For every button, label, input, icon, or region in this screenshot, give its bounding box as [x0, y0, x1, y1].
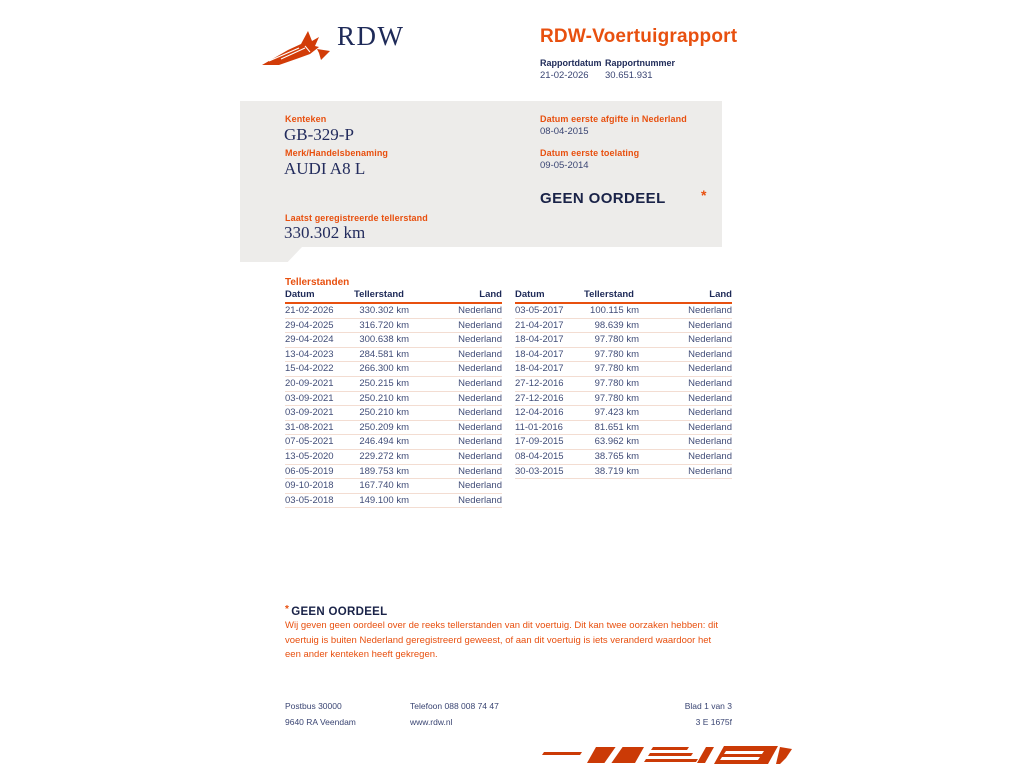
- footer-website: www.rdw.nl: [410, 717, 453, 727]
- table-row: [285, 479, 502, 494]
- logo-wordmark: RDW: [337, 21, 405, 51]
- cell-land: Nederland: [458, 480, 502, 492]
- header-tellerstand: Tellerstand: [584, 289, 634, 300]
- cell-tellerstand: 250.215 km: [359, 377, 409, 389]
- cell-tellerstand: 250.210 km: [359, 407, 409, 419]
- rapportnummer-label: Rapportnummer: [605, 58, 676, 68]
- table-row: [285, 406, 502, 421]
- cell-tellerstand: 250.210 km: [359, 392, 409, 404]
- table-row: [285, 421, 502, 436]
- toelating-label: Datum eerste toelating: [540, 148, 640, 158]
- table-row: [285, 435, 502, 450]
- cell-datum: 31-08-2021: [285, 421, 334, 433]
- cell-datum: 27-12-2016: [515, 377, 564, 389]
- cell-tellerstand: 38.719 km: [594, 465, 639, 477]
- cell-tellerstand: 97.423 km: [594, 407, 639, 419]
- table-row: [515, 406, 732, 421]
- footer-address-line1: Postbus 30000: [285, 701, 342, 711]
- cell-datum: 12-04-2016: [515, 407, 564, 419]
- cell-datum: 11-01-2016: [515, 421, 563, 433]
- footer-phone: Telefoon 088 008 74 47: [410, 701, 499, 711]
- tellerstanden-table-right: [515, 289, 732, 479]
- footer-address: [285, 698, 356, 730]
- footer-contact: [410, 698, 499, 730]
- table-row: [515, 304, 732, 319]
- cell-land: Nederland: [458, 436, 502, 448]
- cell-land: Nederland: [688, 465, 732, 477]
- cell-datum: 20-09-2021: [285, 377, 334, 389]
- table-row: [515, 348, 732, 363]
- cell-land: Nederland: [688, 392, 732, 404]
- cell-tellerstand: 284.581 km: [359, 348, 409, 360]
- table-row: [285, 494, 502, 509]
- afgifte-label: Datum eerste afgifte in Nederland: [540, 114, 687, 124]
- footnote-title: [285, 604, 387, 618]
- oordeel-asterisk: *: [701, 187, 707, 203]
- cell-land: Nederland: [458, 319, 502, 331]
- cell-tellerstand: 266.300 km: [359, 363, 409, 375]
- cell-land: Nederland: [688, 319, 732, 331]
- cell-tellerstand: 97.780 km: [594, 377, 639, 389]
- table-row: [515, 377, 732, 392]
- toelating-value: 09-05-2014: [540, 160, 589, 171]
- table-row: [515, 362, 732, 377]
- cell-datum: 07-05-2021: [285, 436, 334, 448]
- table-row: [285, 465, 502, 480]
- rdw-wing-logo-icon: [261, 26, 333, 68]
- laatste-tellerstand-value: 330.302 km: [284, 223, 366, 242]
- bottom-wing-stripes-graphic: [540, 740, 792, 768]
- footer-pagination: [600, 698, 732, 730]
- cell-land: Nederland: [688, 363, 732, 375]
- cell-datum: 15-04-2022: [285, 363, 334, 375]
- cell-land: Nederland: [458, 348, 502, 360]
- cell-tellerstand: 250.209 km: [359, 421, 409, 433]
- laatste-tellerstand-label: Laatst geregistreerde tellerstand: [285, 213, 428, 223]
- page-title: RDW-Voertuigrapport: [540, 26, 738, 47]
- cell-datum: 17-09-2015: [515, 436, 564, 448]
- cell-datum: 03-09-2021: [285, 392, 334, 404]
- cell-tellerstand: 63.962 km: [594, 436, 639, 448]
- oordeel-status: GEEN OORDEEL: [540, 190, 666, 207]
- table-row: [515, 450, 732, 465]
- footnote-title-text: GEEN OORDEEL: [291, 606, 388, 618]
- afgifte-value: 08-04-2015: [540, 126, 589, 137]
- kenteken-value: GB-329-P: [284, 125, 354, 144]
- tellerstanden-section-title: Tellerstanden: [285, 277, 350, 288]
- cell-datum: 18-04-2017: [515, 348, 564, 360]
- cell-tellerstand: 229.272 km: [359, 450, 409, 462]
- cell-land: Nederland: [458, 377, 502, 389]
- table-row: [285, 377, 502, 392]
- cell-datum: 09-10-2018: [285, 480, 334, 492]
- table-row: [515, 421, 732, 436]
- cell-tellerstand: 149.100 km: [359, 494, 409, 506]
- cell-tellerstand: 100.115 km: [590, 305, 639, 316]
- table-row: [285, 333, 502, 348]
- cell-land: Nederland: [688, 348, 732, 360]
- rapportnummer-value: 30.651.931: [605, 70, 653, 81]
- cell-land: Nederland: [688, 377, 732, 389]
- header-land: Land: [479, 289, 502, 300]
- cell-datum: 27-12-2016: [515, 392, 564, 404]
- cell-land: Nederland: [688, 450, 732, 462]
- cell-tellerstand: 97.780 km: [594, 363, 639, 375]
- cell-tellerstand: 316.720 km: [359, 319, 409, 331]
- cell-land: Nederland: [688, 421, 732, 433]
- cell-datum: 29-04-2024: [285, 334, 334, 346]
- table-row: [285, 319, 502, 334]
- cell-datum: 03-09-2021: [285, 407, 334, 419]
- footnote-body: Wij geven geen oordeel over de reeks tellerstanden van dit voertuig. Dit kan twee oorzaken hebben: dit voertuig is buiten Nederland geregistreerd geweest, of aan dit voertuig is iets veranderd waardoor het een ander kenteken heeft gekregen.: [285, 620, 719, 660]
- cell-datum: 03-05-2017: [515, 305, 564, 316]
- cell-land: Nederland: [458, 392, 502, 404]
- cell-tellerstand: 330.302 km: [359, 305, 409, 316]
- cell-land: Nederland: [458, 305, 502, 316]
- footer-address-line2: 9640 RA Veendam: [285, 717, 356, 727]
- cell-tellerstand: 81.651 km: [594, 421, 639, 433]
- cell-land: Nederland: [688, 334, 732, 346]
- cell-tellerstand: 38.765 km: [594, 450, 639, 462]
- cell-tellerstand: 300.638 km: [359, 334, 409, 346]
- table-row: [285, 304, 502, 319]
- table-row: [285, 348, 502, 363]
- table-header: [515, 289, 732, 304]
- cell-land: Nederland: [458, 421, 502, 433]
- rapportdatum-label: Rapportdatum: [540, 58, 602, 68]
- table-header: [285, 289, 502, 304]
- vehicle-summary-box-tail: [240, 247, 302, 262]
- header-datum: Datum: [285, 289, 315, 300]
- cell-land: Nederland: [458, 363, 502, 375]
- cell-tellerstand: 98.639 km: [594, 319, 639, 331]
- merk-value: AUDI A8 L: [284, 159, 366, 178]
- table-row: [515, 333, 732, 348]
- cell-datum: 21-04-2017: [515, 319, 564, 331]
- kenteken-label: Kenteken: [285, 114, 327, 124]
- table-row: [285, 362, 502, 377]
- table-row: [285, 450, 502, 465]
- cell-tellerstand: 97.780 km: [594, 334, 639, 346]
- cell-datum: 29-04-2025: [285, 319, 334, 331]
- cell-datum: 13-05-2020: [285, 450, 334, 462]
- cell-land: Nederland: [688, 436, 732, 448]
- cell-land: Nederland: [688, 407, 732, 419]
- cell-datum: 08-04-2015: [515, 450, 564, 462]
- cell-tellerstand: 97.780 km: [594, 392, 639, 404]
- cell-land: Nederland: [458, 334, 502, 346]
- footer-form-code: 3 E 1675f: [695, 717, 732, 727]
- cell-land: Nederland: [458, 407, 502, 419]
- cell-tellerstand: 167.740 km: [359, 480, 409, 492]
- table-row: [515, 465, 732, 480]
- cell-land: Nederland: [458, 450, 502, 462]
- merk-label: Merk/Handelsbenaming: [285, 148, 389, 158]
- cell-land: Nederland: [458, 465, 502, 477]
- header-land: Land: [709, 289, 732, 300]
- table-row: [515, 435, 732, 450]
- header-tellerstand: Tellerstand: [354, 289, 404, 300]
- cell-tellerstand: 246.494 km: [359, 436, 409, 448]
- header-datum: Datum: [515, 289, 545, 300]
- table-row: [515, 319, 732, 334]
- tellerstanden-table-left: [285, 289, 502, 508]
- cell-datum: 21-02-2026: [285, 305, 334, 316]
- cell-tellerstand: 97.780 km: [594, 348, 639, 360]
- cell-land: Nederland: [458, 494, 502, 506]
- cell-datum: 30-03-2015: [515, 465, 564, 477]
- rapportdatum-value: 21-02-2026: [540, 70, 589, 81]
- table-row: [285, 392, 502, 407]
- cell-datum: 06-05-2019: [285, 465, 334, 477]
- cell-land: Nederland: [688, 305, 732, 316]
- footer-page-number: Blad 1 van 3: [684, 701, 732, 711]
- cell-datum: 18-04-2017: [515, 334, 564, 346]
- cell-datum: 03-05-2018: [285, 494, 334, 506]
- footnote-asterisk: *: [285, 604, 290, 615]
- table-row: [515, 392, 732, 407]
- cell-tellerstand: 189.753 km: [359, 465, 409, 477]
- cell-datum: 13-04-2023: [285, 348, 334, 360]
- cell-datum: 18-04-2017: [515, 363, 564, 375]
